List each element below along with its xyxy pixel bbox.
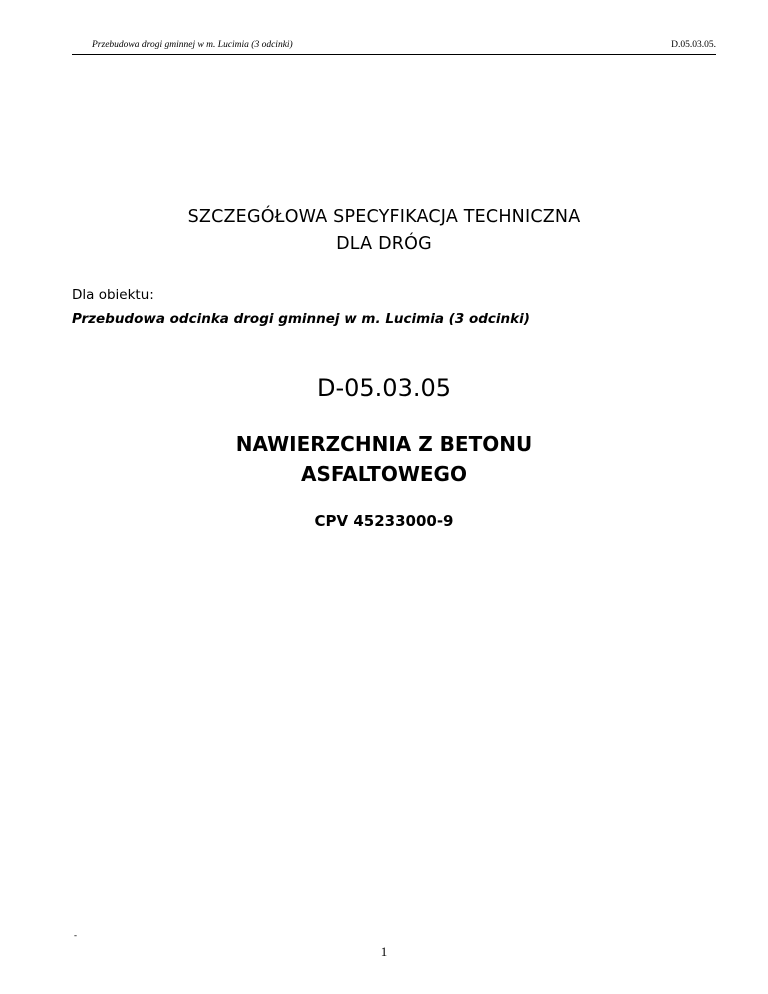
object-label: Dla obiektu: [72, 287, 154, 303]
document-title-line-1: SZCZEGÓŁOWA SPECYFIKACJA TECHNICZNA [187, 207, 581, 227]
document-title-line-2: DLA DRÓG [336, 234, 432, 254]
spec-code: D-05.03.05 [316, 374, 451, 402]
header-spec-code: D.05.03.05. [671, 40, 716, 50]
spec-name-line-1: NAWIERZCHNIA Z BETONU [235, 432, 533, 456]
object-name: Przebudowa odcinka drogi gminnej w m. Lucimia (3 odcinki) [72, 311, 530, 327]
footer-mark: - [74, 930, 77, 940]
page-number: 1 [380, 944, 388, 959]
cpv-code: CPV 45233000-9 [314, 512, 454, 530]
spec-name-line-2: ASFALTOWEGO [301, 462, 467, 486]
page-header [72, 38, 716, 55]
header-project-title: Przebudowa drogi gminnej w m. Lucimia (3 odcinki) [92, 40, 293, 50]
